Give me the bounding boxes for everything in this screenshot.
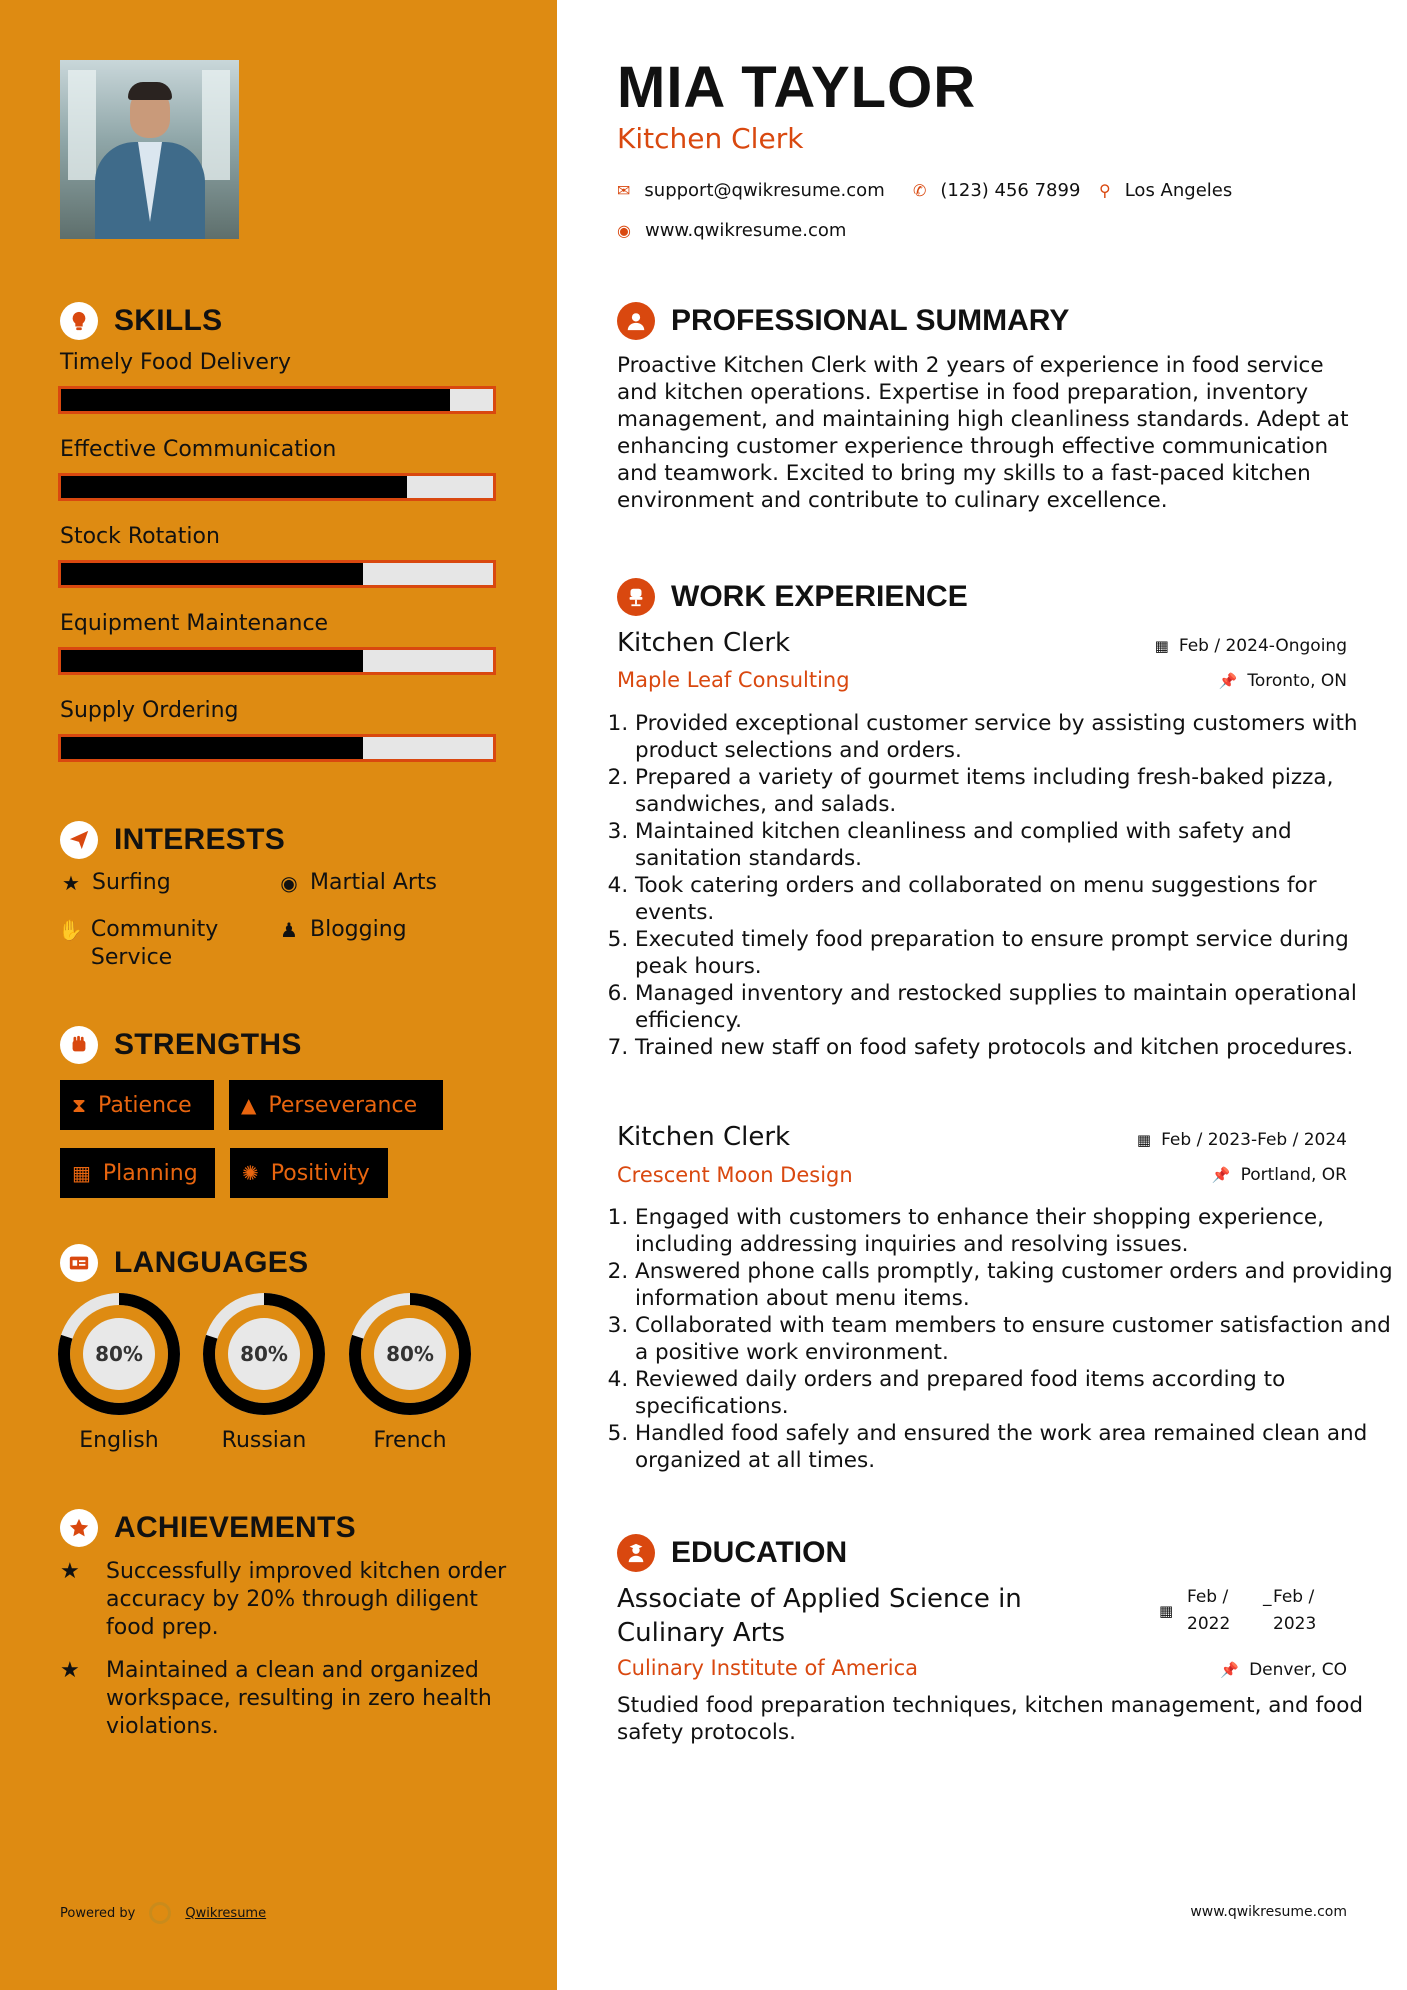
languages-heading: LANGUAGES — [60, 1241, 308, 1285]
education-description: Studied food preparation techniques, kitchen management, and food safety protocols. — [617, 1693, 1364, 1745]
duty-item: 5. Handled food safely and ensured the work area remained clean and organized at all times. — [635, 1420, 1395, 1474]
skill-level-bar — [58, 734, 496, 762]
qwikresume-link[interactable]: Qwikresume — [185, 1905, 267, 1921]
job-company: Maple Leaf Consulting — [617, 668, 850, 692]
lightbulb-icon — [60, 302, 98, 340]
language-percent: 80% — [240, 1342, 288, 1366]
road-icon: ▲ — [241, 1093, 257, 1117]
contact-website[interactable]: ◉ www.qwikresume.com — [617, 220, 847, 241]
interest-item: ✋ Community Service — [58, 917, 219, 970]
users-icon: ♟ — [280, 918, 298, 942]
globe-icon: ◉ — [617, 221, 631, 240]
language-percent: 80% — [386, 1342, 434, 1366]
duty-item: 4. Took catering orders and collaborated on menu suggestions for events. — [635, 872, 1395, 926]
duty-item: 3. Collaborated with team members to ensure customer satisfaction and a positive work environment. — [635, 1312, 1395, 1366]
skill-level-fill — [61, 650, 363, 672]
duty-item: 2. Answered phone calls promptly, taking customer orders and providing information about menu items. — [635, 1258, 1395, 1312]
duty-item: 4. Reviewed daily orders and prepared food items according to specifications. — [635, 1366, 1395, 1420]
map-pin-icon: ⚲ — [1099, 181, 1111, 200]
envelope-icon: ✉ — [617, 181, 631, 200]
edu-start-date: Feb / 2022 — [1187, 1587, 1231, 1634]
language-item — [57, 1292, 181, 1453]
candidate-name: MIA TAYLOR — [617, 55, 977, 120]
globe-icon: ◉ — [280, 871, 298, 895]
hand-icon: ✋ — [58, 918, 83, 942]
job-title: Kitchen Clerk — [617, 1122, 791, 1152]
language-name: Russian — [221, 1428, 307, 1453]
interest-item: ◉ Martial Arts — [276, 869, 437, 897]
degree-title: Associate of Applied Science in Culinary Arts — [617, 1584, 1022, 1648]
language-item — [202, 1292, 326, 1453]
job-duties — [609, 1204, 1395, 1474]
edu-calendar — [1159, 1584, 1174, 1620]
strength-badge: ▲ Perseverance — [229, 1080, 443, 1130]
language-name: French — [373, 1428, 447, 1453]
phone-icon: ✆ — [913, 181, 927, 200]
job-location: 📌 Portland, OR — [1211, 1165, 1347, 1185]
star-icon: ★ — [60, 1658, 80, 1683]
paper-plane-icon — [60, 821, 98, 859]
strength-badge: ▦ Planning — [60, 1148, 215, 1198]
duty-item: 2. Prepared a variety of gourmet items including fresh-baked pizza, sandwiches, and salads. — [635, 764, 1395, 818]
interest-item: ♟ Blogging — [276, 916, 407, 944]
star-icon: ★ — [60, 1559, 80, 1584]
achievements-heading: ACHIEVEMENTS — [60, 1506, 356, 1550]
duty-item: 3. Maintained kitchen cleanliness and complied with safety and sanitation standards. — [635, 818, 1395, 872]
hourglass-icon: ⧗ — [72, 1093, 87, 1117]
main-content — [557, 0, 1407, 1990]
calendar-icon: ▦ — [1159, 1602, 1174, 1620]
language-ring — [202, 1292, 326, 1416]
job-company: Crescent Moon Design — [617, 1163, 853, 1187]
sun-icon: ✺ — [242, 1161, 259, 1185]
contact-location: ⚲ Los Angeles — [1099, 180, 1233, 201]
chair-icon — [617, 578, 655, 616]
job-dates: ▦ Feb / 2023-Feb / 2024 — [1136, 1130, 1347, 1150]
skill-name: Effective Communication — [60, 437, 337, 462]
job-location: 📌 Toronto, ON — [1218, 671, 1347, 691]
skill-level-bar — [58, 560, 496, 588]
duty-item: 1. Provided exceptional customer service by assisting customers with product selections and orders. — [635, 710, 1395, 764]
language-ring — [57, 1292, 181, 1416]
graduate-icon — [617, 1534, 655, 1572]
edu-date-separator: _ — [1263, 1587, 1272, 1607]
interest-item: ★ Surfing — [58, 869, 171, 897]
id-card-icon — [60, 1244, 98, 1282]
summary-text: Proactive Kitchen Clerk with 2 years of experience in food service and kitchen operations. Expertise in food preparation, inventory management, and maintaining high cleanliness standards. Adept at enhancing customer experience through effective communication and teamwork. Excited to bring my skills to a fast-paced kitchen environment and contribute to culinary excellence. — [617, 353, 1349, 513]
achievement-item: ★ Maintained a clean and organized workspace, resulting in zero health violations. — [60, 1658, 492, 1739]
duty-item: 1. Engaged with customers to enhance their shopping experience, including addressing inquiries and resolving issues. — [635, 1204, 1395, 1258]
duty-item: 7. Trained new staff on food safety protocols and kitchen procedures. — [635, 1034, 1395, 1061]
contact-phone[interactable]: ✆ (123) 456 7899 — [913, 180, 1081, 201]
skill-name: Supply Ordering — [60, 698, 239, 723]
strength-badge: ✺ Positivity — [230, 1148, 388, 1198]
pushpin-icon: 📌 — [1211, 1166, 1231, 1184]
school-name: Culinary Institute of America — [617, 1656, 918, 1680]
skill-name: Equipment Maintenance — [60, 611, 329, 636]
skill-level-fill — [61, 476, 407, 498]
pushpin-icon: 📌 — [1220, 1661, 1240, 1679]
user-icon — [617, 302, 655, 340]
calendar-icon: ▦ — [1154, 637, 1169, 655]
language-name: English — [79, 1428, 159, 1453]
skill-level-bar — [58, 386, 496, 414]
star-badge-icon — [60, 1509, 98, 1547]
skill-level-fill — [61, 737, 363, 759]
skill-level-fill — [61, 563, 363, 585]
contact-email[interactable]: ✉ support@qwikresume.com — [617, 180, 885, 201]
summary-heading: PROFESSIONAL SUMMARY — [617, 299, 1069, 343]
skills-heading: SKILLS — [60, 299, 222, 343]
profile-photo — [60, 60, 239, 239]
sidebar — [0, 0, 557, 1990]
edu-end-date: Feb / 2023 — [1273, 1587, 1317, 1634]
job-duties — [609, 710, 1395, 1061]
language-percent: 80% — [95, 1342, 143, 1366]
pushpin-icon: 📌 — [1218, 672, 1238, 690]
fist-icon — [60, 1026, 98, 1064]
skill-level-fill — [61, 389, 450, 411]
calendar-icon: ▦ — [1136, 1131, 1152, 1149]
skill-level-bar — [58, 473, 496, 501]
experience-heading: WORK EXPERIENCE — [617, 575, 968, 619]
star-icon: ★ — [62, 871, 80, 895]
interests-heading: INTERESTS — [60, 818, 285, 862]
skill-name: Stock Rotation — [60, 524, 220, 549]
skill-level-bar — [58, 647, 496, 675]
achievement-item: ★ Successfully improved kitchen order accuracy by 20% through diligent food prep. — [60, 1559, 507, 1640]
language-item — [348, 1292, 472, 1453]
strength-badge: ⧗ Patience — [60, 1080, 214, 1130]
education-heading: EDUCATION — [617, 1531, 847, 1575]
qwikresume-logo-icon — [149, 1902, 171, 1924]
calendar-icon: ▦ — [72, 1161, 91, 1185]
school-location: 📌 Denver, CO — [1220, 1660, 1347, 1680]
powered-by: Powered by Qwikresume — [60, 1902, 266, 1924]
job-title: Kitchen Clerk — [617, 628, 791, 658]
strengths-heading: STRENGTHS — [60, 1023, 302, 1067]
footer-url[interactable]: www.qwikresume.com — [1190, 1904, 1347, 1920]
duty-item: 6. Managed inventory and restocked supplies to maintain operational efficiency. — [635, 980, 1395, 1034]
duty-item: 5. Executed timely food preparation to ensure prompt service during peak hours. — [635, 926, 1395, 980]
skill-name: Timely Food Delivery — [60, 350, 292, 375]
candidate-role: Kitchen Clerk — [617, 122, 804, 155]
job-dates: ▦ Feb / 2024-Ongoing — [1154, 636, 1347, 656]
language-ring — [348, 1292, 472, 1416]
